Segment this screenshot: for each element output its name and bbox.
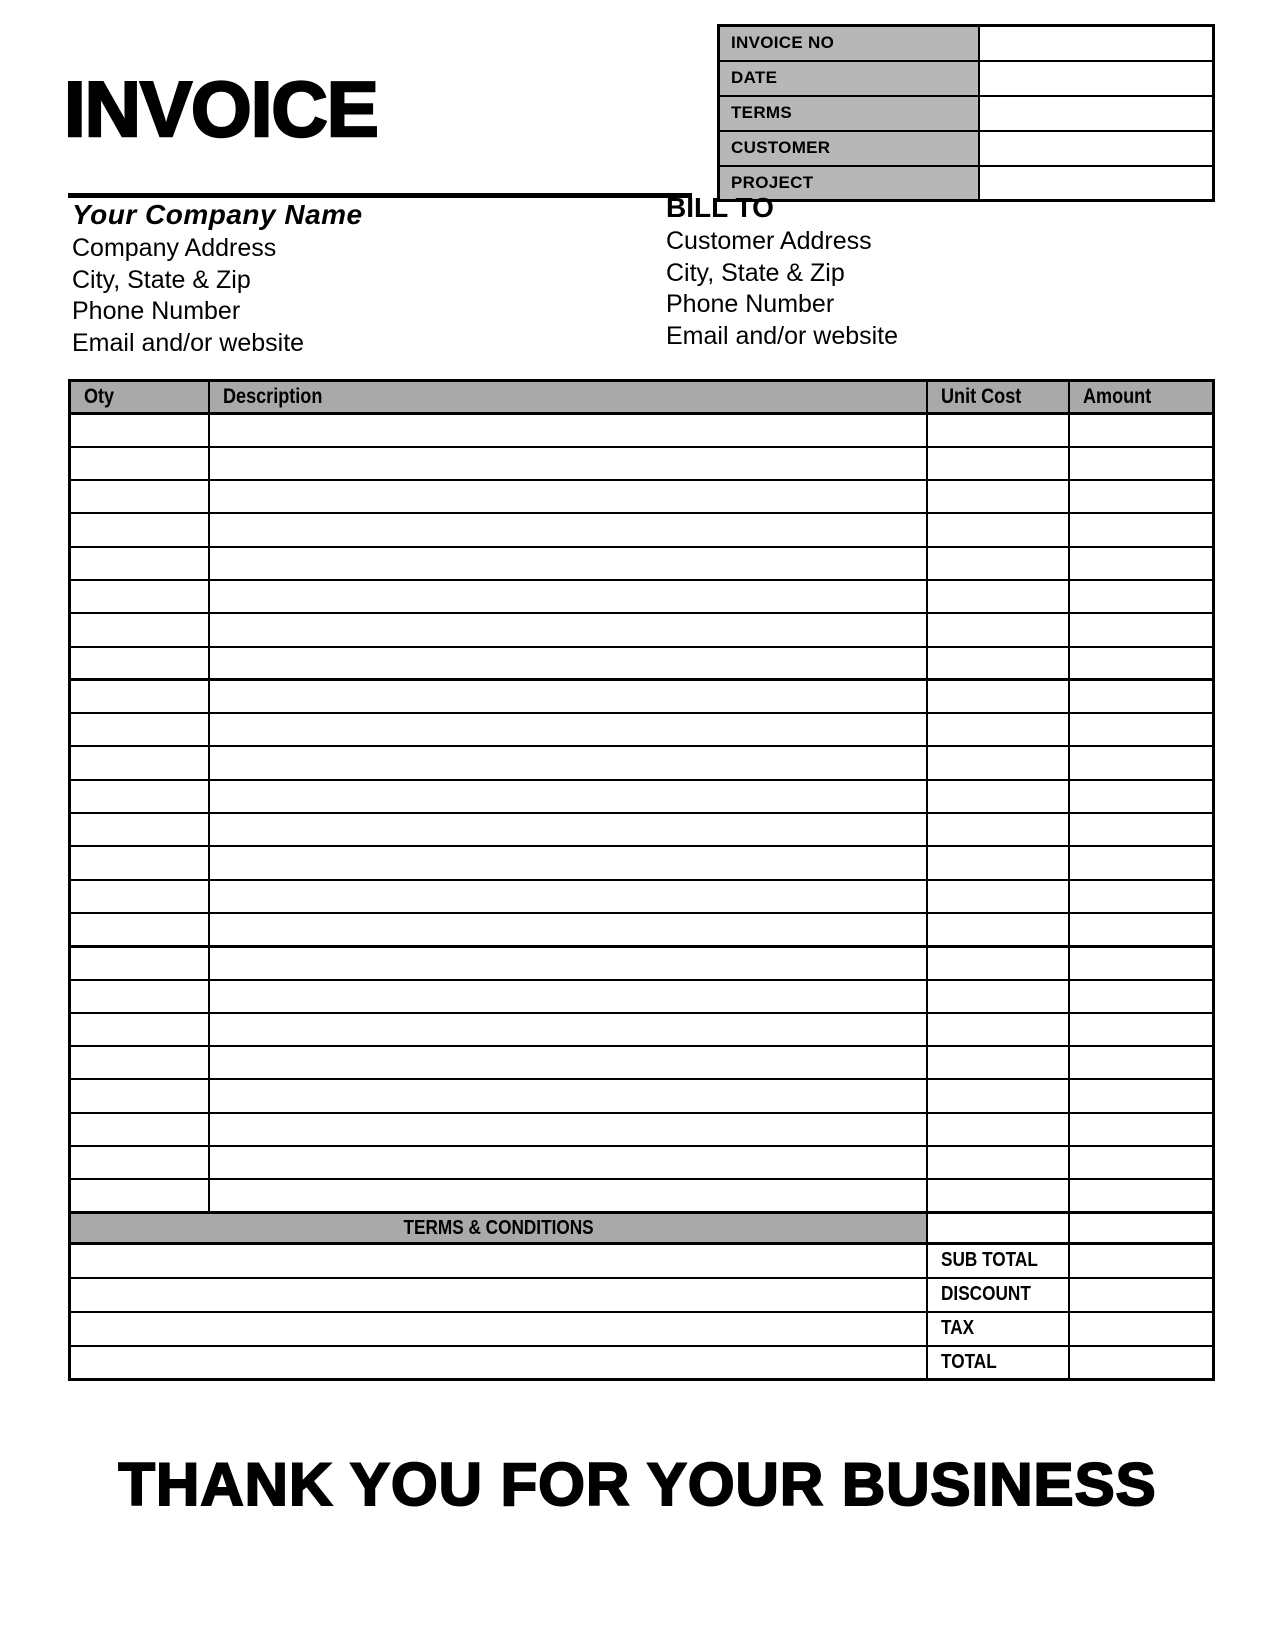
- meta-value-date[interactable]: [979, 61, 1214, 96]
- item-description-cell[interactable]: [209, 414, 927, 447]
- item-description-cell[interactable]: [209, 480, 927, 513]
- total-row: [70, 1346, 1214, 1380]
- item-row: [70, 880, 1214, 913]
- item-qty-cell[interactable]: [70, 1113, 209, 1146]
- bill-to-heading: BILL TO: [666, 192, 774, 223]
- terms-notes-area[interactable]: [70, 1346, 927, 1380]
- item-amount-cell[interactable]: [1069, 580, 1214, 613]
- meta-value-customer[interactable]: [979, 131, 1214, 166]
- item-row: [70, 1179, 1214, 1212]
- item-row: [70, 946, 1214, 979]
- item-qty-cell[interactable]: [70, 580, 209, 613]
- item-row: [70, 447, 1214, 480]
- item-description-cell[interactable]: [209, 1146, 927, 1179]
- item-row: [70, 913, 1214, 946]
- bill-to-email-line: Email and/or website: [666, 321, 899, 350]
- item-unit-cost-cell[interactable]: [927, 980, 1069, 1013]
- item-row: [70, 647, 1214, 680]
- item-row: [70, 1013, 1214, 1046]
- company-address-line: Company Address: [72, 234, 277, 262]
- item-unit-cost-cell[interactable]: [927, 1113, 1069, 1146]
- item-unit-cost-cell[interactable]: [927, 1179, 1069, 1212]
- item-qty-cell[interactable]: [70, 613, 209, 646]
- item-qty-cell[interactable]: [70, 880, 209, 913]
- item-amount-cell[interactable]: [1069, 813, 1214, 846]
- discount-row: [70, 1278, 1214, 1312]
- item-unit-cost-cell[interactable]: [927, 547, 1069, 580]
- item-amount-cell[interactable]: [1069, 946, 1214, 979]
- item-unit-cost-cell[interactable]: [927, 513, 1069, 546]
- item-amount-cell[interactable]: [1069, 414, 1214, 447]
- item-unit-cost-cell[interactable]: [927, 447, 1069, 480]
- company-email-line: Email and/or website: [72, 328, 305, 357]
- item-row: [70, 846, 1214, 879]
- item-unit-cost-cell[interactable]: [927, 780, 1069, 813]
- item-unit-cost-cell[interactable]: [927, 647, 1069, 680]
- item-qty-cell[interactable]: [70, 1079, 209, 1112]
- item-qty-cell[interactable]: [70, 414, 209, 447]
- item-unit-cost-cell[interactable]: [927, 1146, 1069, 1179]
- terms-row-unit-cost-cell[interactable]: [927, 1213, 1069, 1244]
- total-label: TOTAL: [927, 1346, 1069, 1380]
- item-amount-cell[interactable]: [1069, 746, 1214, 779]
- item-amount-cell[interactable]: [1069, 846, 1214, 879]
- item-row: [70, 813, 1214, 846]
- discount-value[interactable]: [1069, 1278, 1214, 1312]
- item-unit-cost-cell[interactable]: [927, 1013, 1069, 1046]
- item-unit-cost-cell[interactable]: [927, 1079, 1069, 1112]
- item-qty-cell[interactable]: [70, 780, 209, 813]
- item-unit-cost-cell[interactable]: [927, 846, 1069, 879]
- item-qty-cell[interactable]: [70, 946, 209, 979]
- terms-and-conditions-row: [70, 1213, 1214, 1244]
- item-description-cell[interactable]: [209, 813, 927, 846]
- item-description-cell[interactable]: [209, 680, 927, 713]
- item-unit-cost-cell[interactable]: [927, 480, 1069, 513]
- subtotal-label: SUB TOTAL: [927, 1244, 1069, 1278]
- terms-and-conditions-bar: TERMS & CONDITIONS: [70, 1213, 927, 1244]
- meta-row-date: [719, 61, 1214, 96]
- item-description-cell[interactable]: [209, 846, 927, 879]
- meta-value-terms[interactable]: [979, 96, 1214, 131]
- company-phone-line: Phone Number: [72, 297, 241, 325]
- item-qty-cell[interactable]: [70, 647, 209, 680]
- item-amount-cell[interactable]: [1069, 1146, 1214, 1179]
- item-amount-cell[interactable]: [1069, 680, 1214, 713]
- bill-to-block: [666, 190, 898, 352]
- item-description-cell[interactable]: [209, 946, 927, 979]
- item-amount-cell[interactable]: [1069, 1179, 1214, 1212]
- item-qty-cell[interactable]: [70, 513, 209, 546]
- item-unit-cost-cell[interactable]: [927, 680, 1069, 713]
- item-description-cell[interactable]: [209, 580, 927, 613]
- item-row: [70, 547, 1214, 580]
- item-description-cell[interactable]: [209, 1046, 927, 1079]
- bill-to-address-line: Customer Address: [666, 227, 872, 255]
- total-value[interactable]: [1069, 1346, 1214, 1380]
- item-unit-cost-cell[interactable]: [927, 880, 1069, 913]
- item-description-cell[interactable]: [209, 513, 927, 546]
- terms-notes-area[interactable]: [70, 1278, 927, 1312]
- item-amount-cell[interactable]: [1069, 1113, 1214, 1146]
- item-description-cell[interactable]: [209, 647, 927, 680]
- item-qty-cell[interactable]: [70, 813, 209, 846]
- meta-row-customer: [719, 131, 1214, 166]
- company-block: [72, 197, 363, 359]
- item-description-cell[interactable]: [209, 980, 927, 1013]
- item-description-cell[interactable]: [209, 447, 927, 480]
- item-unit-cost-cell[interactable]: [927, 414, 1069, 447]
- item-description-cell[interactable]: [209, 1013, 927, 1046]
- meta-value-invoice-no[interactable]: [979, 26, 1214, 61]
- item-amount-cell[interactable]: [1069, 913, 1214, 946]
- item-qty-cell[interactable]: [70, 547, 209, 580]
- item-qty-cell[interactable]: [70, 980, 209, 1013]
- item-description-cell[interactable]: [209, 913, 927, 946]
- meta-label-customer: CUSTOMER: [719, 131, 979, 166]
- item-qty-cell[interactable]: [70, 746, 209, 779]
- item-row: [70, 414, 1214, 447]
- discount-label: DISCOUNT: [927, 1278, 1069, 1312]
- item-amount-cell[interactable]: [1069, 713, 1214, 746]
- terms-row-amount-cell[interactable]: [1069, 1213, 1214, 1244]
- item-qty-cell[interactable]: [70, 846, 209, 879]
- qty-column-header: Oty: [70, 381, 209, 414]
- item-description-cell[interactable]: [209, 613, 927, 646]
- item-unit-cost-cell[interactable]: [927, 1046, 1069, 1079]
- item-qty-cell[interactable]: [70, 447, 209, 480]
- item-unit-cost-cell[interactable]: [927, 913, 1069, 946]
- thank-you-message: THANK YOU FOR YOUR BUSINESS: [118, 1451, 1157, 1518]
- item-row: [70, 1079, 1214, 1112]
- item-row: [70, 480, 1214, 513]
- subtotal-row: [70, 1244, 1214, 1278]
- item-amount-cell[interactable]: [1069, 647, 1214, 680]
- item-row: [70, 513, 1214, 546]
- item-description-cell[interactable]: [209, 1179, 927, 1212]
- item-row: [70, 746, 1214, 779]
- item-description-cell[interactable]: [209, 746, 927, 779]
- item-row: [70, 780, 1214, 813]
- company-city-line: City, State & Zip: [72, 265, 251, 294]
- company-name: Your Company Name: [72, 199, 363, 230]
- bill-to-city-line: City, State & Zip: [666, 258, 845, 287]
- item-row: [70, 613, 1214, 646]
- meta-label-invoice-no: INVOICE NO: [719, 26, 979, 61]
- meta-row-terms: [719, 96, 1214, 131]
- item-amount-cell[interactable]: [1069, 780, 1214, 813]
- item-qty-cell[interactable]: [70, 1179, 209, 1212]
- item-amount-cell[interactable]: [1069, 1013, 1214, 1046]
- item-description-cell[interactable]: [209, 1113, 927, 1146]
- terms-notes-area[interactable]: [70, 1244, 927, 1278]
- item-qty-cell[interactable]: [70, 713, 209, 746]
- item-amount-cell[interactable]: [1069, 613, 1214, 646]
- items-header-row: [70, 381, 1214, 414]
- invoice-meta-table: [717, 24, 1215, 202]
- tax-value[interactable]: [1069, 1312, 1214, 1346]
- item-qty-cell[interactable]: [70, 1046, 209, 1079]
- item-amount-cell[interactable]: [1069, 880, 1214, 913]
- item-description-cell[interactable]: [209, 1079, 927, 1112]
- meta-row-invoice-no: [719, 26, 1214, 61]
- item-unit-cost-cell[interactable]: [927, 580, 1069, 613]
- item-amount-cell[interactable]: [1069, 547, 1214, 580]
- meta-label-terms: TERMS: [719, 96, 979, 131]
- meta-label-date: DATE: [719, 61, 979, 96]
- page-title: INVOICE: [64, 65, 378, 153]
- item-qty-cell[interactable]: [70, 913, 209, 946]
- item-description-cell[interactable]: [209, 547, 927, 580]
- item-description-cell[interactable]: [209, 713, 927, 746]
- item-amount-cell[interactable]: [1069, 1079, 1214, 1112]
- meta-label-project: PROJECT: [719, 166, 979, 201]
- item-unit-cost-cell[interactable]: [927, 946, 1069, 979]
- item-qty-cell[interactable]: [70, 680, 209, 713]
- item-description-cell[interactable]: [209, 780, 927, 813]
- item-qty-cell[interactable]: [70, 1013, 209, 1046]
- tax-row: [70, 1312, 1214, 1346]
- item-row: [70, 1113, 1214, 1146]
- unit-cost-column-header: Unit Cost: [927, 381, 1069, 414]
- item-row: [70, 713, 1214, 746]
- meta-value-project[interactable]: [979, 166, 1214, 201]
- item-amount-cell[interactable]: [1069, 513, 1214, 546]
- item-description-cell[interactable]: [209, 880, 927, 913]
- item-unit-cost-cell[interactable]: [927, 746, 1069, 779]
- item-amount-cell[interactable]: [1069, 447, 1214, 480]
- terms-notes-area[interactable]: [70, 1312, 927, 1346]
- item-row: [70, 680, 1214, 713]
- bill-to-phone-line: Phone Number: [666, 290, 835, 318]
- item-amount-cell[interactable]: [1069, 480, 1214, 513]
- item-qty-cell[interactable]: [70, 1146, 209, 1179]
- item-row: [70, 1146, 1214, 1179]
- items-table: [68, 379, 1215, 1381]
- amount-column-header: Amount: [1069, 381, 1214, 414]
- item-unit-cost-cell[interactable]: [927, 813, 1069, 846]
- item-amount-cell[interactable]: [1069, 980, 1214, 1013]
- item-row: [70, 580, 1214, 613]
- subtotal-value[interactable]: [1069, 1244, 1214, 1278]
- tax-label: TAX: [927, 1312, 1069, 1346]
- description-column-header: Description: [209, 381, 927, 414]
- item-row: [70, 1046, 1214, 1079]
- item-amount-cell[interactable]: [1069, 1046, 1214, 1079]
- item-qty-cell[interactable]: [70, 480, 209, 513]
- item-unit-cost-cell[interactable]: [927, 613, 1069, 646]
- item-unit-cost-cell[interactable]: [927, 713, 1069, 746]
- item-row: [70, 980, 1214, 1013]
